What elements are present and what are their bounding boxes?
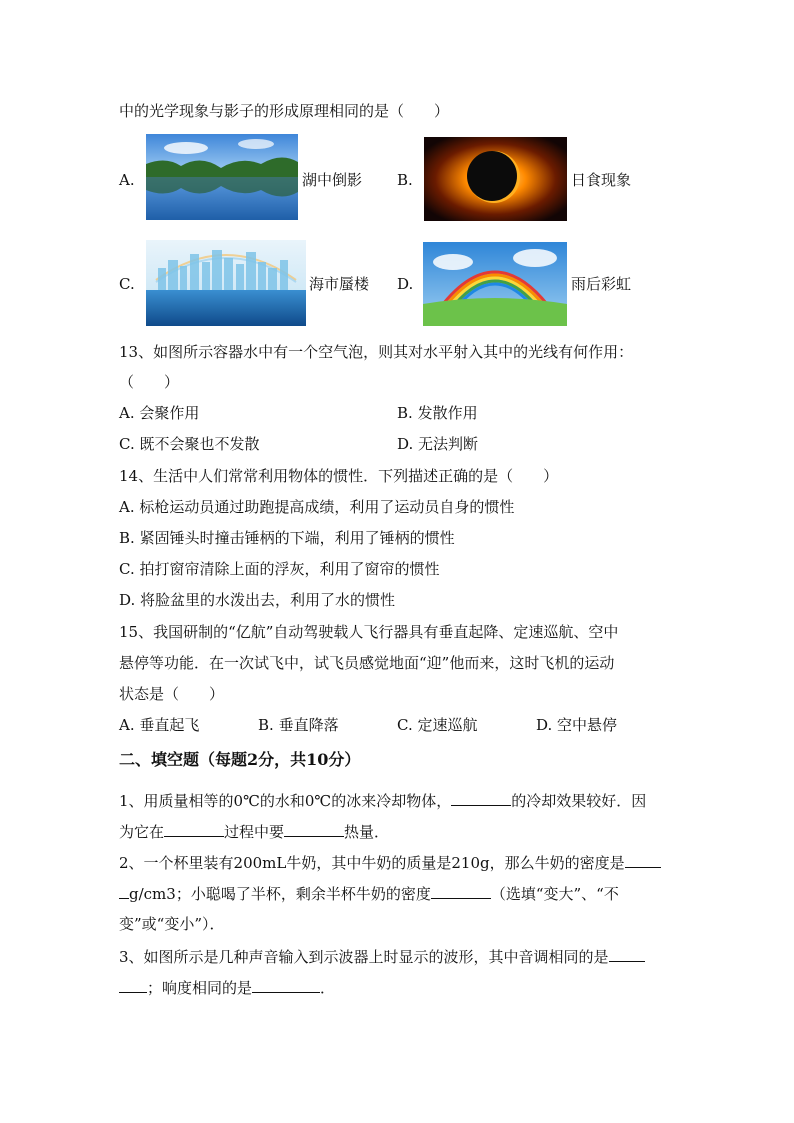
- q13-option-d-label: D.: [397, 435, 414, 453]
- q12-option-a-text: 湖中倒影: [302, 171, 363, 189]
- fill2-text-c: （选填“变大”、“不: [490, 885, 619, 903]
- fill3-blank-1a[interactable]: [609, 946, 645, 962]
- q15-option-b-label: B.: [258, 716, 274, 734]
- q15-stem-line1: 15、我国研制的“亿航”自动驾驶载人飞行器具有垂直起降、定速巡航、空中: [119, 623, 619, 641]
- q15-option-b: [258, 715, 339, 735]
- fill2-blank-1a[interactable]: [625, 852, 661, 868]
- fill2-text-b: g/cm3；小聪喝了半杯，剩余半杯牛奶的密度: [129, 885, 431, 903]
- q14-option-d-text: 将脸盆里的水泼出去，利用了水的惯性: [140, 591, 396, 609]
- fill1-line2: [119, 821, 389, 842]
- fill1-text-a: 1、用质量相等的0℃的水和0℃的冰来冷却物体，: [119, 792, 452, 810]
- fill3-blank-2[interactable]: [252, 977, 320, 993]
- q15-stem-line3: 状态是（ ）: [119, 685, 225, 703]
- fill1-text-b: 的冷却效果较好．因: [511, 792, 647, 810]
- fill2-blank-1b[interactable]: [119, 883, 129, 899]
- q15-stem-line2: 悬停等功能．在一次试飞中，试飞员感觉地面“迎”他而来，这时飞机的运动: [119, 654, 615, 672]
- q14-option-c: [119, 559, 440, 579]
- q14-option-a-label: A.: [119, 498, 135, 516]
- fill1-blank-3[interactable]: [284, 821, 344, 837]
- fill1-text-d: 过程中要: [224, 823, 285, 841]
- q12-option-b-label: B.: [397, 171, 413, 189]
- fill3-text-a: 3、如图所示是几种声音输入到示波器上时显示的波形，其中音调相同的是: [119, 948, 609, 966]
- q13-option-c-label: C.: [119, 435, 135, 453]
- q14-option-b: [119, 528, 455, 548]
- q13-paren: （ ）: [119, 373, 180, 391]
- fill2-line2: [119, 883, 619, 904]
- fill3-line2: [119, 977, 335, 998]
- q13-option-d-text: 无法判断: [418, 435, 479, 453]
- q12-option-d-label: D.: [397, 275, 414, 293]
- q13-option-d: [397, 434, 478, 454]
- fill1-blank-2[interactable]: [164, 821, 224, 837]
- rainbow-image: [423, 242, 567, 326]
- fill3-blank-1b[interactable]: [119, 977, 147, 993]
- mirage-city-image: [146, 240, 306, 326]
- q13-option-c-text: 既不会聚也不发散: [139, 435, 260, 453]
- fill1-text-c: 为它在: [119, 823, 165, 841]
- q15-option-a: [119, 715, 199, 735]
- q14-option-a-text: 标枪运动员通过助跑提高成绩，利用了运动员自身的惯性: [139, 498, 515, 516]
- q12-option-a-label: A.: [119, 171, 135, 189]
- fill1-line1: [119, 790, 646, 811]
- fill3-line1: [119, 946, 645, 967]
- q14-option-b-text: 紧固锤头时撞击锤柄的下端，利用了锤柄的惯性: [139, 529, 455, 547]
- fill2-blank-2[interactable]: [431, 883, 491, 899]
- section-title-fill-in: 二、填空题（每题2分，共10分）: [119, 750, 361, 769]
- q12-stem: 中的光学现象与影子的形成原理相同的是（ ）: [119, 102, 450, 120]
- fill1-blank-1[interactable]: [451, 790, 511, 806]
- q14-stem: 14、生活中人们常常利用物体的惯性．下列描述正确的是（ ）: [119, 467, 559, 485]
- q13-option-a-text: 会聚作用: [139, 404, 200, 422]
- q14-option-d: [119, 590, 395, 610]
- q14-option-c-text: 拍打窗帘清除上面的浮灰，利用了窗帘的惯性: [139, 560, 440, 578]
- fill3-text-c: ．: [320, 979, 336, 997]
- q12-option-c-label: C.: [119, 275, 135, 293]
- q15-option-a-text: 垂直起飞: [139, 716, 200, 734]
- q14-option-a: [119, 497, 514, 517]
- q15-option-c-label: C.: [397, 716, 413, 734]
- q15-option-b-text: 垂直降落: [278, 716, 339, 734]
- fill2-line1: [119, 852, 661, 873]
- q14-option-c-label: C.: [119, 560, 135, 578]
- q15-option-d: [536, 715, 617, 735]
- q12-option-d-text: 雨后彩虹: [571, 275, 632, 293]
- q14-option-d-label: D.: [119, 591, 136, 609]
- q13-option-b-label: B.: [397, 404, 413, 422]
- solar-eclipse-image: [424, 137, 567, 221]
- q13-option-c: [119, 434, 260, 454]
- q13-stem: 13、如图所示容器水中有一个空气泡，则其对水平射入其中的光线有何作用：: [119, 343, 634, 361]
- q13-option-a-label: A.: [119, 404, 135, 422]
- q15-option-c-text: 定速巡航: [417, 716, 478, 734]
- q14-option-b-label: B.: [119, 529, 135, 547]
- fill2-line3: 变”或“变小”）．: [119, 915, 225, 933]
- fill3-text-b: ；响度相同的是: [147, 979, 253, 997]
- q15-option-d-label: D.: [536, 716, 553, 734]
- fill1-text-e: 热量．: [344, 823, 390, 841]
- lake-reflection-image: [146, 134, 298, 220]
- q15-option-d-text: 空中悬停: [557, 716, 618, 734]
- q15-option-a-label: A.: [119, 716, 135, 734]
- q13-option-b: [397, 403, 478, 423]
- q13-option-a: [119, 403, 199, 423]
- q12-option-b-text: 日食现象: [571, 171, 632, 189]
- q12-option-c-text: 海市蜃楼: [309, 275, 370, 293]
- fill2-text-a: 2、一个杯里装有200mL牛奶，其中牛奶的质量是210g，那么牛奶的密度是: [119, 854, 625, 872]
- q13-option-b-text: 发散作用: [417, 404, 478, 422]
- q15-option-c: [397, 715, 478, 735]
